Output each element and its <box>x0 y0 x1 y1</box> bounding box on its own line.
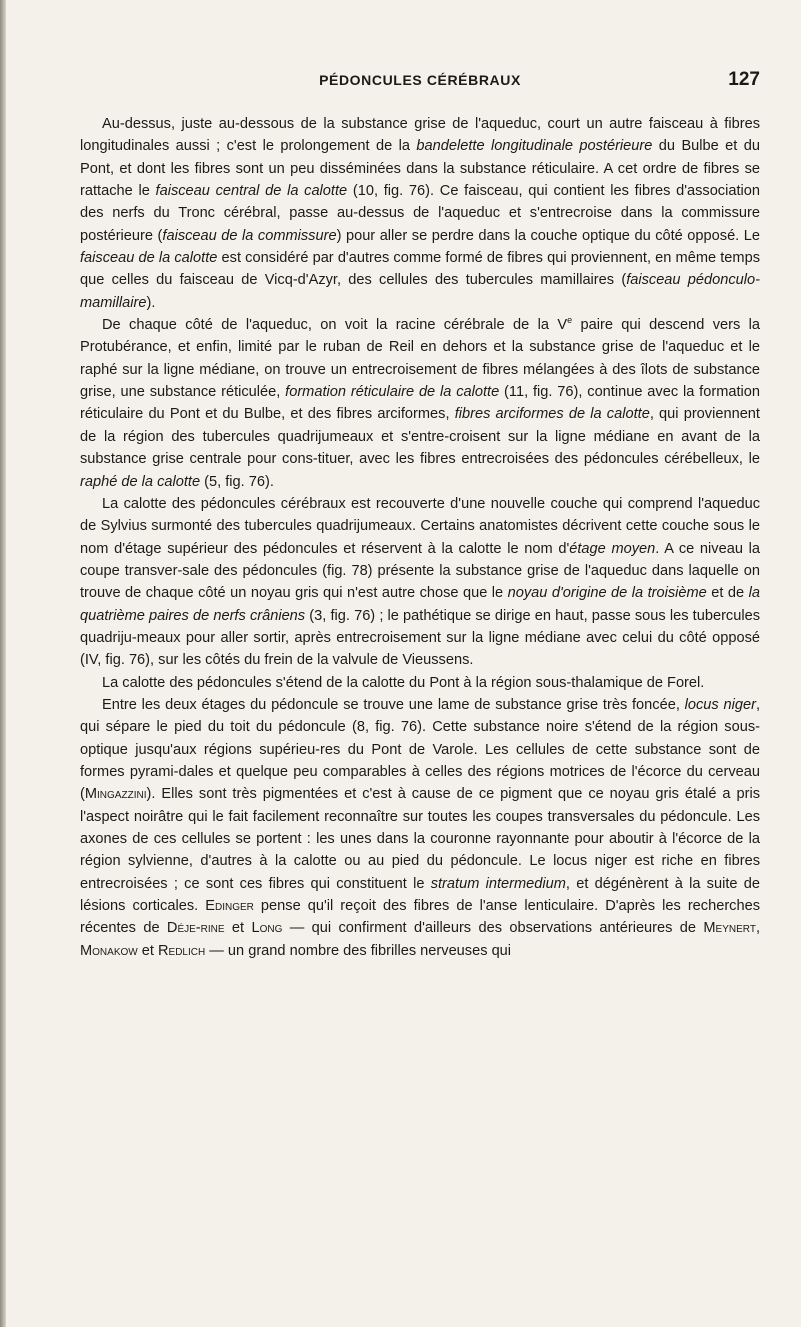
text-run: ). Elles sont très pigmentées et c'est à cause de ce pigment que ce noyau gris étalé a pris l'aspect noirâtre qui le fait facilement reconnaître sur toutes les coupes transversales du pédoncule. Les axones de ces cellules se portent : les unes dans la couronne rayonnante pour aboutir à l'écorce de la région sylvienne, d'autres à la calotte ou au pied du pédoncule. Le locus niger est riche en fibres entrecroisées ; ce sont ces fibres qui constituent le <box>80 786 760 892</box>
superscript: e <box>567 315 573 326</box>
text-run: et de <box>706 585 749 602</box>
text-run: (10, fig. 76). Ce faisceau, qui contient les fibres d'association des nerfs du Tronc cérébral, passe au-dessus de l'aqueduc et s'entrecroise dans la commissure postérieure ( <box>80 183 760 244</box>
text-run: ). <box>146 294 156 311</box>
paragraph <box>80 493 760 672</box>
text-run: et <box>224 920 252 937</box>
text-run: De chaque côté de l'aqueduc, on voit la racine cérébrale de la V <box>102 317 568 334</box>
italic-term: raphé de la calotte <box>80 473 201 490</box>
author-name: Redlich <box>158 942 206 959</box>
running-title: PÉDONCULES CÉRÉBRAUX <box>319 72 521 88</box>
text-run: — un grand nombre des fibrilles nerveuses qui <box>205 942 512 959</box>
italic-term: faisceau central de la calotte <box>155 183 348 200</box>
italic-term: la quatrième paires de nerfs crâniens <box>80 585 760 624</box>
italic-term: étage moyen <box>569 540 656 557</box>
text-run: paire qui descend vers la Protubérance, et enfin, limité par le ruban de Reil en dehors et la substance grise de l'aqueduc et le raphé sur la ligne médiane, on trouve un entrecroisement de fibres mélangées à des îlots de substance grise, une substance réticulée, <box>80 317 760 401</box>
page-binding-edge <box>0 0 6 1327</box>
paragraph <box>80 314 760 493</box>
text-run: et <box>137 942 158 959</box>
italic-term: noyau d'origine de la troisième <box>507 585 707 602</box>
body-text <box>80 113 760 962</box>
italic-term: fibres arciformes de la calotte <box>454 406 650 423</box>
text-run: (11, fig. 76), continue avec la formation réticulaire du Pont et du Bulbe, et des fibres arciformes, <box>80 384 760 423</box>
author-name: Mingazzini <box>84 786 147 803</box>
text-run: Au-dessus, juste au-dessous de la substance grise de l'aqueduc, court un autre faisceau à fibres longitudinales aussi ; c'est le prolongement de la <box>80 116 760 155</box>
text-run: (3, fig. 76) ; le pathétique se dirige en haut, passe sous les tubercules quadriju-meaux pour aller sortir, après entrecroisement sur la ligne médiane avec celui du côté opposé (IV, fig. 76), sur les côtés du frein de la valvule de Vieussens. <box>80 607 760 669</box>
paragraph <box>80 113 760 314</box>
text-run: pense qu'il reçoit des fibres de l'anse lenticulaire. D'après les recherches récentes de <box>80 898 761 937</box>
text-run: Entre les deux étages du pédoncule se trouve une lame de substance grise très foncée, <box>102 696 685 713</box>
text-run: est considéré par d'autres comme formé de fibres qui proviennent, en même temps que celles du faisceau de Vicq-d'Azyr, des cellules des tubercules mamillaires ( <box>80 250 760 289</box>
text-run: , qui sépare le pied du toit du pédoncule (8, fig. 76). Cette substance noire s'étend de la région sous-optique jusqu'aux régions supérieu-res du Pont de Varole. Les cellules de cette substance sont de formes pyrami-dales et quelque peu comparables à celles des régions motrices de l'écorce du cerveau ( <box>80 696 761 803</box>
italic-term: bandelette longitudinale postérieure <box>416 138 653 155</box>
author-name: Long <box>251 920 283 937</box>
text-run: La calotte des pédoncules s'étend de la calotte du Pont à la région sous-thalamique de Forel. <box>102 674 705 691</box>
text-run: , et dégénèrent à la suite de lésions corticales. <box>80 875 760 915</box>
paragraph <box>80 672 760 694</box>
author-name: Monakow <box>80 942 138 959</box>
text-run: . A ce niveau la coupe transver-sale des pédoncules (fig. 78) présente la substance grise de l'aqueduc dans laquelle on trouve de chaque côté un noyau gris qui n'est autre chose que le <box>80 540 760 602</box>
text-run: du Bulbe et du Pont, et dont les fibres sont un peu disséminées dans la substance réticulaire. A cet ordre de fibres se rattache le <box>80 138 760 200</box>
author-name: Déje-rine <box>166 920 225 937</box>
italic-term: formation réticulaire de la calotte <box>285 384 500 401</box>
italic-term: faisceau de la calotte <box>80 250 218 267</box>
italic-term: locus niger <box>684 696 756 713</box>
running-head <box>80 69 760 96</box>
author-name: Meynert <box>703 920 756 937</box>
text-run: (5, fig. 76). <box>200 473 274 490</box>
text-run: — qui confirment d'ailleurs des observations antérieures de <box>282 920 704 937</box>
paragraph <box>80 694 760 962</box>
text-run: , qui proviennent de la région des tubercules quadrijumeaux et s'entre-croisent sur la ligne médiane en avant de la substance grise centrale pour cons-tituer, avec les fibres entrecroisées des pédoncules cérébelleux, le <box>80 406 760 468</box>
italic-term: stratum intermedium <box>430 875 566 892</box>
page-number: 127 <box>728 69 760 90</box>
italic-term: faisceau pédonculo-mamillaire <box>80 272 760 311</box>
text-run: ) pour aller se perdre dans la couche optique du côté opposé. Le <box>336 227 760 244</box>
text-run: La calotte des pédoncules cérébraux est recouverte d'une nouvelle couche qui comprend l'aqueduc de Sylvius surmonté des tubercules quadrijumeaux. Certains anatomistes décrivent cette couche sous le nom d'étage supérieur des pédoncules et réservent à la calotte le nom d' <box>80 495 760 557</box>
italic-term: faisceau de la commissure <box>162 227 337 244</box>
text-run: , <box>755 920 760 937</box>
author-name: Edinger <box>205 898 254 915</box>
